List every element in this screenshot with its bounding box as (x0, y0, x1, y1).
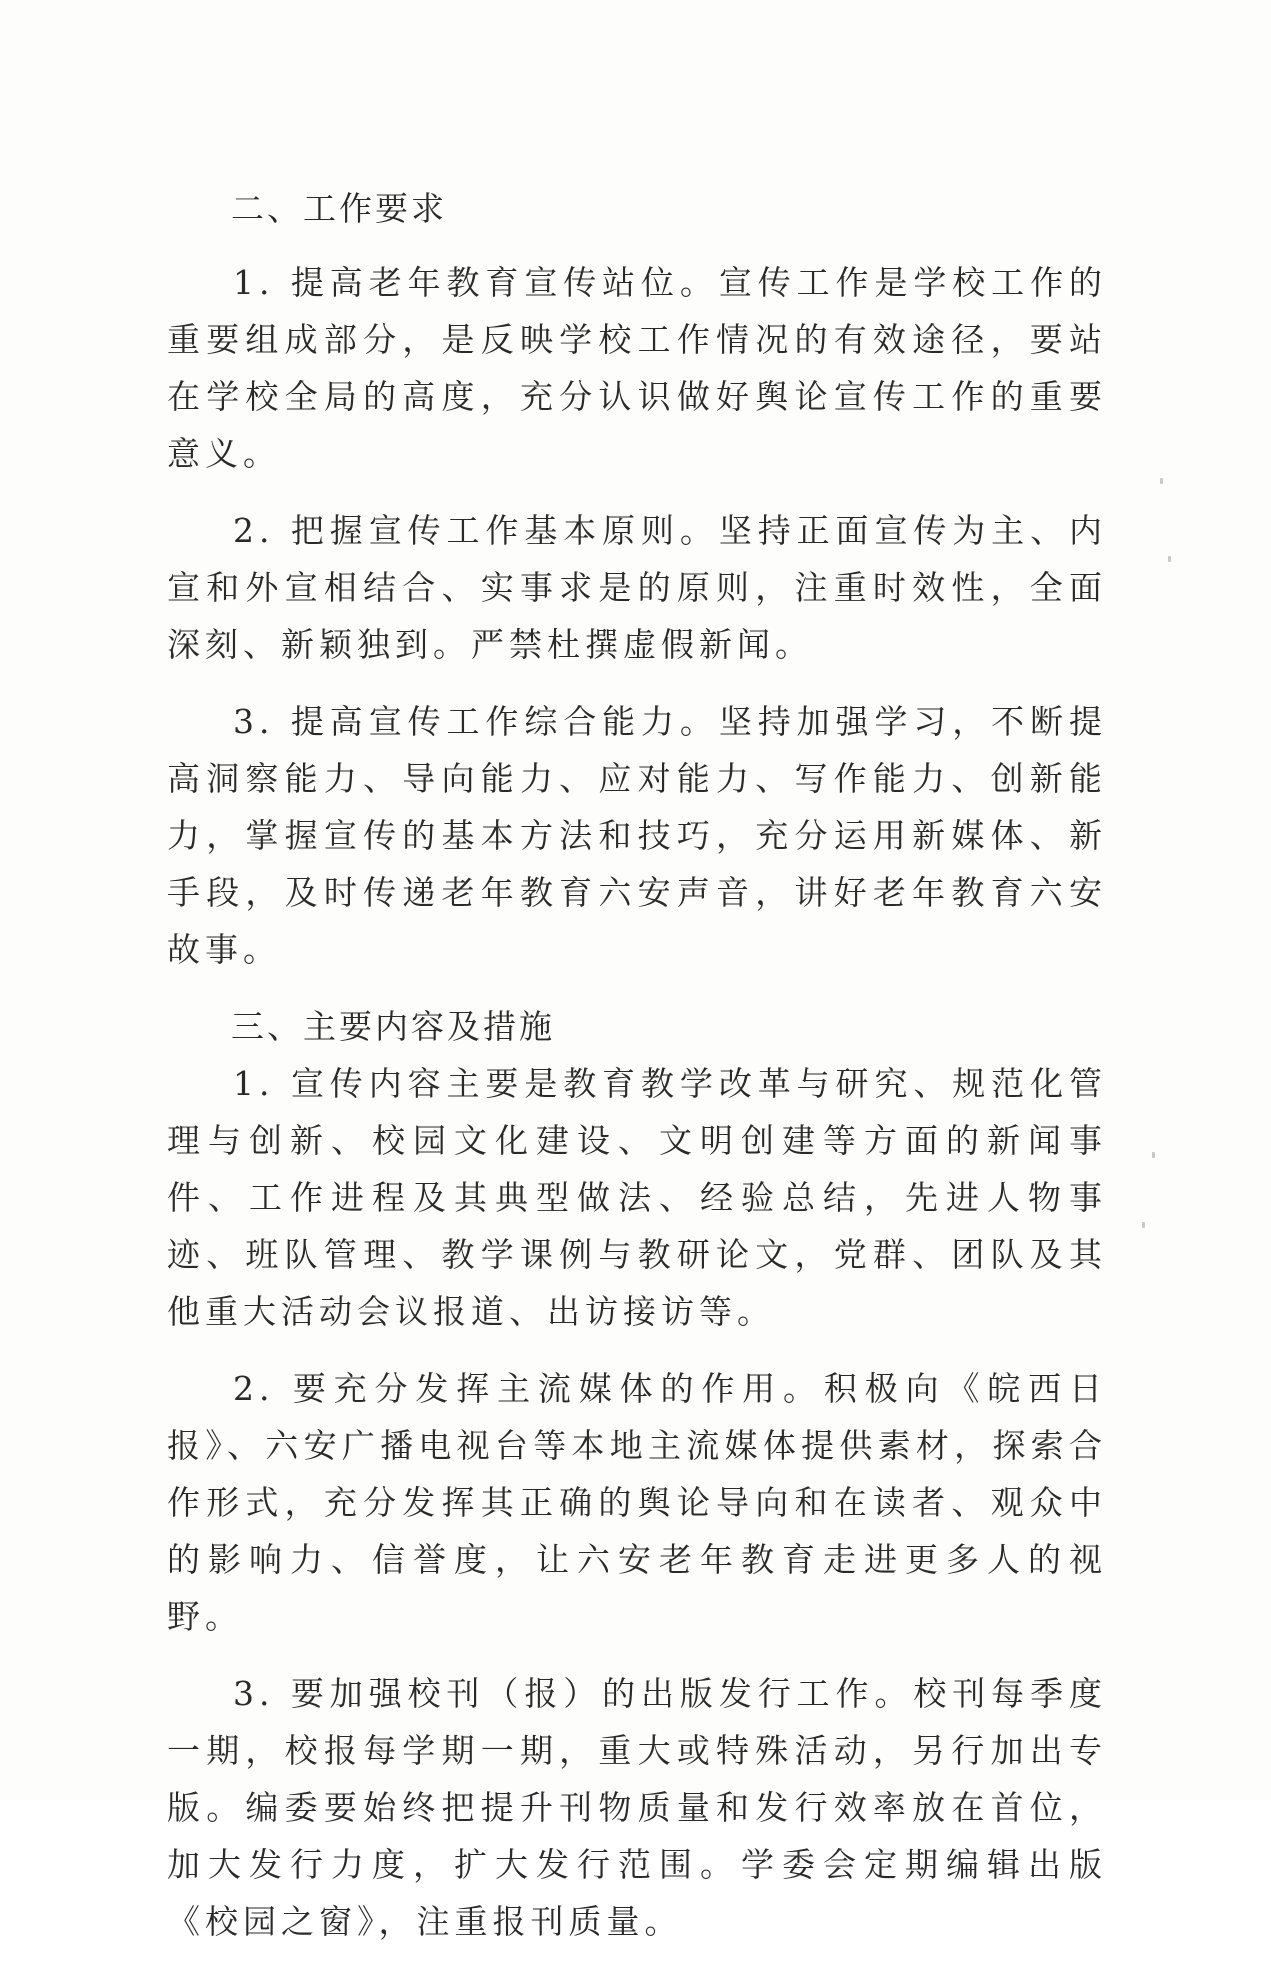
paragraph: 3. 要加强校刊（报）的出版发行工作。校刊每季度一期，校报每学期一期，重大或特殊活动，另行加出专版。编委要始终把提升刊物质量和发行效率放在首位，加大发行力度，扩大发行范围。学委会定期编辑出版《校园之窗》，注重报刊质量。 (167, 1674, 1107, 1941)
section-heading-work-requirements: 二、工作要求 (231, 189, 447, 228)
paragraph: 3. 提高宣传工作综合能力。坚持加强学习，不断提高洞察能力、导向能力、应对能力、写作能力、创新能力，掌握宣传的基本方法和技巧，充分运用新媒体、新手段，及时传递老年教育六安声音，讲好老年教育六安故事。 (167, 702, 1107, 969)
scan-speck (1152, 1152, 1155, 1158)
scan-speck (1142, 1222, 1145, 1228)
paragraph: 2. 要充分发挥主流媒体的作用。积极向《皖西日报》、六安广播电视台等本地主流媒体提供素材，探索合作形式，充分发挥其正确的舆论导向和在读者、观众中的影响力、信誉度，让六安老年教育走进更多人的视野。 (167, 1369, 1107, 1636)
document-body (167, 180, 1107, 1970)
scan-speck (1168, 556, 1171, 562)
paragraph: 1. 宣传内容主要是教育教学改革与研究、规范化管理与创新、校园文化建设、文明创建等方面的新闻事件、工作进程及其典型做法、经验总结，先进人物事迹、班队管理、教学课例与教研论文，党群、团队及其他重大活动会议报道、出访接访等。 (167, 1064, 1107, 1331)
section-heading-main-content: 三、主要内容及措施 (231, 1007, 555, 1046)
scan-speck (1160, 478, 1163, 484)
paragraph: 2. 把握宣传工作基本原则。坚持正面宣传为主、内宣和外宣相结合、实事求是的原则，注重时效性，全面深刻、新颖独到。严禁杜撰虚假新闻。 (167, 511, 1107, 664)
paragraph: 1. 提高老年教育宣传站位。宣传工作是学校工作的重要组成部分，是反映学校工作情况的有效途径，要站在学校全局的高度，充分认识做好舆论宣传工作的重要意义。 (167, 263, 1107, 473)
